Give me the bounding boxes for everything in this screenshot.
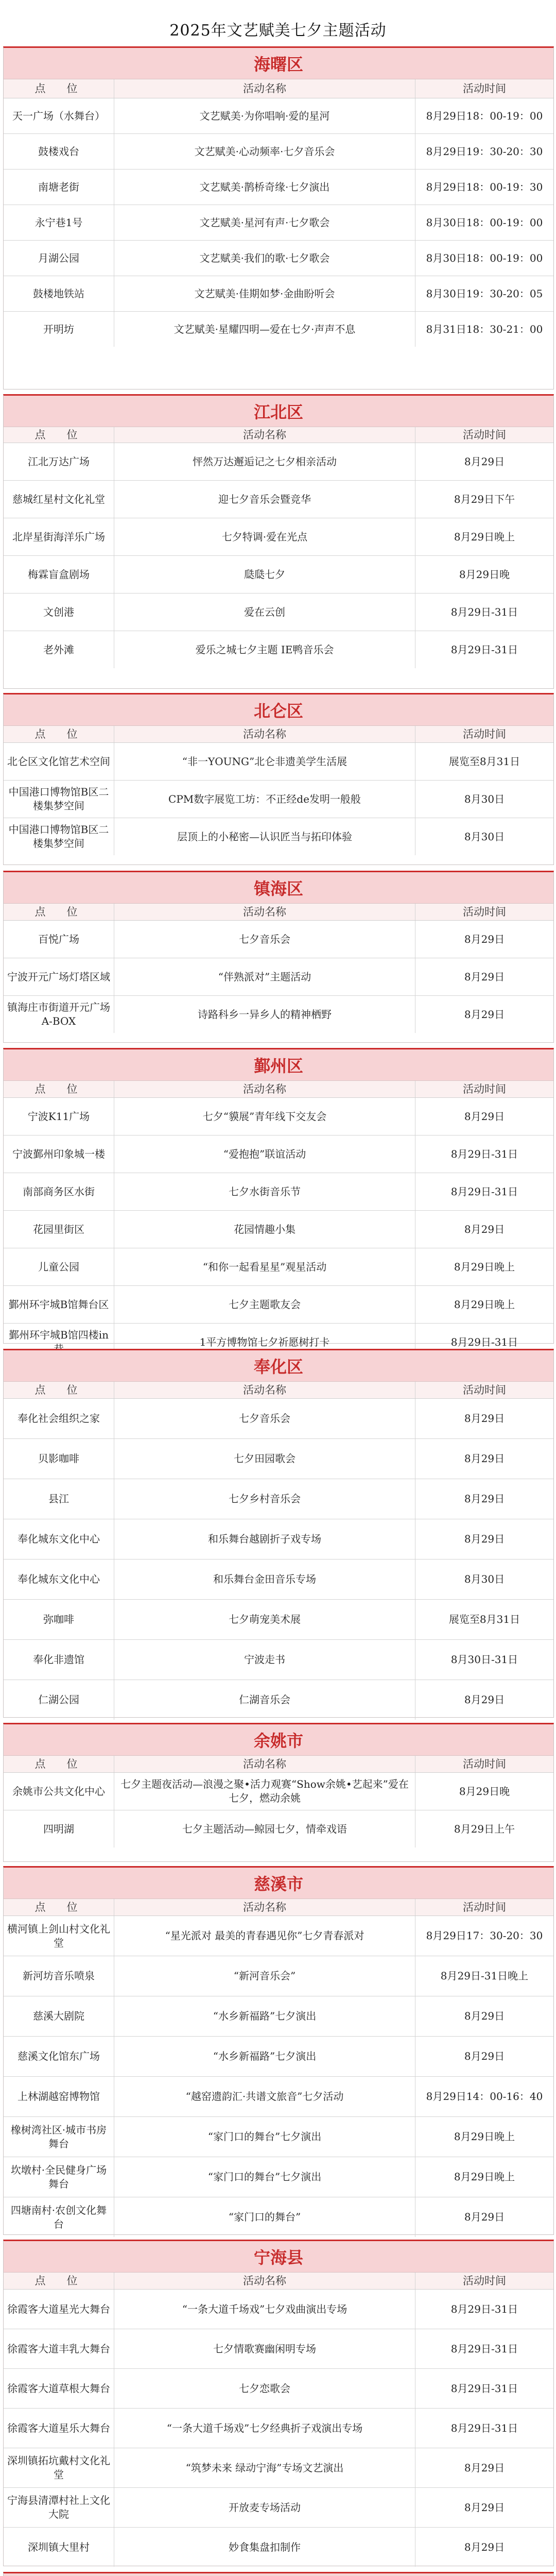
cell-place: 永宁巷1号 (4, 205, 114, 240)
cell-place: 奉化城东文化中心 (4, 1519, 114, 1559)
cell-activity-time: 8月29日晚上 (454, 1298, 515, 1311)
cell-activity-time: 8月30日 (464, 1573, 505, 1585)
table-row (4, 1680, 553, 1720)
cell-activity-time: 8月29日-31日 (450, 1147, 518, 1160)
cell-place: 南塘老街 (4, 170, 114, 205)
cell-place: 老外滩 (4, 631, 114, 668)
cell-activity-time: 8月29日 (464, 1412, 505, 1425)
region-section (3, 693, 554, 865)
table-row (4, 1098, 553, 1136)
column-header-row (4, 1081, 553, 1098)
cell-activity-name: 开放麦专场活动 (114, 2488, 415, 2527)
cell-activity-time: 8月29日 (464, 2211, 505, 2223)
cell-activity-time: 8月30日19：30-20：05 (426, 287, 543, 300)
table-row (4, 2157, 553, 2197)
column-header-place: 点 位 (4, 904, 114, 920)
cell-activity-name: CPM数字展览工坊：不正经de发明一般般 (114, 781, 415, 818)
table-row (4, 170, 553, 205)
column-header-time: 活动时间 (463, 1901, 506, 1913)
table-row (4, 205, 553, 241)
cell-activity-name: “水乡新福路”七夕演出 (114, 2037, 415, 2076)
cell-activity-name: 仁湖音乐会 (114, 1680, 415, 1720)
region-section (3, 2240, 554, 2566)
cell-activity-name: 和乐舞台金田音乐专场 (114, 1560, 415, 1599)
cell-place: 天一广场（水舞台） (4, 98, 114, 133)
cell-activity-name: “和你一起看星星”观星活动 (114, 1248, 415, 1285)
cell-activity-time: 8月29日晚上 (454, 1260, 515, 1273)
cell-place: 四塘南村·农创文化舞台 (4, 2197, 114, 2237)
table-body (4, 743, 553, 855)
table-row (4, 1916, 553, 1956)
cell-activity-name: 七夕田园歌会 (114, 1439, 415, 1479)
table-body (4, 1098, 553, 1361)
table-row (4, 312, 553, 347)
table-row (4, 631, 553, 668)
cell-activity-name: “越窑遗韵汇·共谱文旅音”七夕活动 (114, 2077, 415, 2116)
column-header-place: 点 位 (4, 79, 114, 98)
region-section (3, 2572, 554, 2576)
table-row (4, 241, 553, 276)
table-body (4, 1399, 553, 1720)
cell-place: 深圳镇大里村 (4, 2528, 114, 2567)
column-header-row (4, 1382, 553, 1399)
table-body (4, 2290, 553, 2567)
cell-place: 弥咖啡 (4, 1600, 114, 1639)
region-section (3, 1723, 554, 1862)
column-header-time: 活动时间 (463, 428, 506, 441)
region-section (3, 1349, 554, 1718)
cell-activity-time: 8月29日14：00-16：40 (426, 2090, 543, 2103)
cell-activity-name: 文艺赋美·佳期如梦·金曲盼听会 (114, 276, 415, 311)
table-row (4, 2197, 553, 2237)
cell-activity-time: 8月29日上午 (454, 1822, 515, 1835)
cell-place: 儿童公园 (4, 1248, 114, 1285)
column-header-time: 活动时间 (463, 727, 506, 740)
cell-activity-time: 8月29日 (464, 2461, 505, 2474)
cell-activity-name: 文艺赋美·我们的歌·七夕歌会 (114, 241, 415, 276)
cell-place: 仁湖公园 (4, 1680, 114, 1720)
cell-activity-time: 8月29日-31日 (450, 1185, 518, 1198)
cell-activity-time: 展览至8月31日 (448, 1613, 520, 1625)
cell-activity-time: 8月30日-31日 (450, 1653, 518, 1666)
cell-place: 江北万达广场 (4, 443, 114, 480)
column-header-name: 活动名称 (114, 904, 415, 920)
cell-activity-name: 七夕“貘展”青年线下交友会 (114, 1098, 415, 1135)
column-header-place: 点 位 (4, 1899, 114, 1916)
table-row (4, 2528, 553, 2567)
cell-place: 慈溪文化馆东广场 (4, 2037, 114, 2076)
cell-activity-time: 8月29日-31日 (450, 1335, 518, 1348)
cell-place: 新河坊音乐喷泉 (4, 1956, 114, 1996)
cell-activity-name: 七夕音乐会 (114, 1399, 415, 1438)
cell-activity-name: “家门口的舞台” (114, 2197, 415, 2237)
cell-activity-time: 8月29日 (464, 2501, 505, 2514)
cell-activity-time: 8月29日 (464, 2540, 505, 2553)
cell-activity-time: 8月29日晚上 (454, 2130, 515, 2143)
cell-activity-name: 七夕情歌赛幽闲明专场 (114, 2329, 415, 2368)
cell-activity-name: “伴熟派对”主题活动 (114, 958, 415, 995)
table-row (4, 1248, 553, 1286)
column-header-place: 点 位 (4, 2273, 114, 2289)
cell-activity-time: 8月29日 (464, 2010, 505, 2022)
region-title: 海曙区 (4, 48, 553, 79)
cell-activity-name: “水乡新福路”七夕演出 (114, 1996, 415, 2036)
cell-activity-time: 8月29日晚上 (454, 2171, 515, 2183)
cell-place: 鄞州环宇城B馆舞台区 (4, 1286, 114, 1323)
cell-activity-name: 妙食集盘扣制作 (114, 2528, 415, 2567)
region-title: 镇海区 (4, 872, 553, 904)
column-header-name: 活动名称 (114, 1899, 415, 1916)
page-title: 2025年文艺赋美七夕主题活动 (169, 22, 387, 40)
cell-activity-name: 文艺赋美·心动频率·七夕音乐会 (114, 134, 415, 169)
column-header-place: 点 位 (4, 1382, 114, 1398)
region-title: 慈溪市 (4, 1868, 553, 1899)
cell-activity-time: 8月29日 (464, 1693, 505, 1706)
region-section (3, 46, 554, 389)
column-header-name: 活动名称 (114, 2273, 415, 2289)
column-header-name: 活动名称 (114, 1081, 415, 1097)
column-header-place: 点 位 (4, 1756, 114, 1772)
cell-place: 南部商务区水街 (4, 1173, 114, 1210)
cell-activity-time: 8月29日-31日 (450, 643, 518, 656)
cell-activity-name: “筑梦未来 绿动宁海”专场文艺演出 (114, 2448, 415, 2487)
table-row (4, 781, 553, 818)
cell-place: 中国港口博物馆B区二楼集梦空间 (4, 818, 114, 855)
table-row (4, 2369, 553, 2409)
column-header-row (4, 904, 553, 921)
column-header-row (4, 427, 553, 443)
cell-place: 月湖公园 (4, 241, 114, 276)
column-header-row (4, 79, 553, 98)
region-title: 北仑区 (4, 694, 553, 726)
table-row (4, 2488, 553, 2528)
cell-activity-time: 8月31日18：30-21：00 (426, 323, 543, 335)
table-row (4, 818, 553, 855)
region-section (3, 1866, 554, 2235)
cell-activity-time: 8月29日 (464, 1223, 505, 1235)
cell-place: 文创港 (4, 594, 114, 631)
cell-activity-time: 8月30日 (464, 830, 505, 843)
cell-activity-time: 8月29日 (464, 970, 505, 983)
cell-activity-name: 七夕音乐会 (114, 921, 415, 958)
cell-place: 宁波K11广场 (4, 1098, 114, 1135)
cell-activity-time: 8月29日-31日 (450, 2342, 518, 2355)
cell-activity-name: “家门口的舞台”七夕演出 (114, 2157, 415, 2197)
cell-place: 徐霞客大道丰乳大舞台 (4, 2329, 114, 2368)
table-row (4, 1173, 553, 1211)
cell-activity-name: “星光派对 最美的青春遇见你”七夕青春派对 (114, 1916, 415, 1956)
table-row (4, 1640, 553, 1680)
cell-activity-time: 8月29日 (464, 1110, 505, 1123)
cell-place: 中国港口博物馆B区二楼集梦空间 (4, 781, 114, 818)
cell-place: 鼓楼地铁站 (4, 276, 114, 311)
table-row (4, 1211, 553, 1248)
cell-place: 花园里街区 (4, 1211, 114, 1248)
table-row (4, 1560, 553, 1600)
cell-place: 徐霞客大道星乐大舞台 (4, 2409, 114, 2448)
cell-place: 鄞州环宇城B馆四楼in (4, 1324, 114, 1361)
cell-activity-time: 8月29日17：30-20：30 (426, 1929, 543, 1942)
cell-place: 宁海县清潭村社上文化大院 (4, 2488, 114, 2527)
table-body (4, 921, 553, 1033)
cell-activity-time: 8月30日 (464, 792, 505, 805)
table-row (4, 2077, 553, 2117)
cell-activity-name: 七夕特调·爱在光点 (114, 518, 415, 555)
table-row (4, 2448, 553, 2488)
cell-activity-name: “新河音乐会” (114, 1956, 415, 1996)
cell-activity-time: 8月29日18：00-19：30 (426, 180, 543, 193)
cell-activity-name: “家门口的舞台”七夕演出 (114, 2117, 415, 2157)
table-row (4, 2117, 553, 2157)
cell-place: 横河镇上剑山村文化礼堂 (4, 1916, 114, 1956)
region-section (3, 1048, 554, 1348)
cell-activity-name: 花园情趣小集 (114, 1211, 415, 1248)
table-row (4, 556, 553, 594)
table-row (4, 1479, 553, 1519)
table-row (4, 996, 553, 1033)
table-row (4, 2329, 553, 2369)
table-row (4, 1286, 553, 1324)
cell-activity-name: 爱乐之城七夕主题 IE鸭音乐会 (114, 631, 415, 668)
column-header-row (4, 1899, 553, 1916)
table-row (4, 1439, 553, 1479)
region-section (3, 871, 554, 1043)
table-row (4, 1399, 553, 1439)
table-row (4, 2409, 553, 2448)
cell-activity-time: 8月29日 (464, 2050, 505, 2062)
column-header-time: 活动时间 (463, 2274, 506, 2287)
cell-activity-time: 8月29日 (464, 1493, 505, 1505)
table-body (4, 1916, 553, 2237)
cell-activity-time: 8月29日 (464, 933, 505, 945)
table-body (4, 1773, 553, 1848)
cell-place: 宁波鄞州印象城一楼 (4, 1136, 114, 1173)
cell-place: 慈溪大剧院 (4, 1996, 114, 2036)
table-row (4, 1956, 553, 1996)
column-header-time: 活动时间 (463, 1757, 506, 1770)
column-header-name: 活动名称 (114, 79, 415, 98)
region-section (3, 394, 554, 689)
table-body (4, 98, 553, 347)
cell-place: 鼓楼戏台 (4, 134, 114, 169)
cell-activity-name: “爱抱抱”联谊活动 (114, 1136, 415, 1173)
column-header-place: 点 位 (4, 1081, 114, 1097)
cell-activity-name: 迎七夕音乐会暨竞华 (114, 481, 415, 518)
column-header-row (4, 726, 553, 743)
table-row (4, 1519, 553, 1560)
cell-activity-time: 8月29日下午 (454, 493, 515, 505)
cell-activity-name: 层顶上的小秘密—认识匠当与拓印体验 (114, 818, 415, 855)
column-header-time: 活动时间 (463, 1082, 506, 1095)
cell-place: 深圳镇拓坑戴村文化礼堂 (4, 2448, 114, 2487)
cell-activity-name: 爱在云创 (114, 594, 415, 631)
column-header-time: 活动时间 (463, 1383, 506, 1396)
cell-place: 宁波开元广场灯塔区域 (4, 958, 114, 995)
cell-activity-name: 七夕水街音乐节 (114, 1173, 415, 1210)
cell-place: 余姚市公共文化中心 (4, 1773, 114, 1810)
cell-place: 橡树湾社区·城市书房舞台 (4, 2117, 114, 2157)
cell-activity-time: 8月29日-31日 (450, 2302, 518, 2315)
cell-activity-name: 文艺赋美·鹊桥奇缘·七夕演出 (114, 170, 415, 205)
cell-place: 坎墩村·全民健身广场舞台 (4, 2157, 114, 2197)
cell-activity-name: 诗路科乡一异乡人的精神栖野 (114, 996, 415, 1033)
cell-activity-name: “一条大道千场戏”七夕经典折子戏演出专场 (114, 2409, 415, 2448)
cell-activity-time: 8月29日 (464, 1008, 505, 1021)
cell-activity-name: 1平方博物馆七夕祈愿树打卡 (114, 1324, 415, 1361)
cell-place: 开明坊 (4, 312, 114, 347)
cell-activity-name: 七夕主题活动—鲸园七夕，情牵戏语 (114, 1810, 415, 1848)
cell-activity-time: 8月30日18：00-19：00 (426, 251, 543, 264)
table-row (4, 443, 553, 481)
cell-activity-time: 8月29日晚 (459, 1785, 510, 1798)
cell-place: 贝影咖啡 (4, 1439, 114, 1479)
column-header-time: 活动时间 (463, 82, 506, 95)
region-title: 奉化区 (4, 1350, 553, 1382)
cell-place: 奉化城东文化中心 (4, 1560, 114, 1599)
cell-activity-name: 七夕乡村音乐会 (114, 1479, 415, 1519)
cell-activity-name: 文艺赋美·星河有声·七夕歌会 (114, 205, 415, 240)
table-row (4, 1773, 553, 1810)
cell-activity-name: 宁波走书 (114, 1640, 415, 1680)
table-row (4, 743, 553, 781)
column-header-row (4, 1756, 553, 1773)
cell-place: 北岸星街海洋乐广场 (4, 518, 114, 555)
region-title: 宁海县 (4, 2241, 553, 2273)
table-row (4, 276, 553, 312)
region-title (4, 2573, 553, 2576)
cell-activity-name: 文艺赋美·为你唱响·爱的星河 (114, 98, 415, 133)
cell-activity-time: 8月29日 (464, 455, 505, 468)
cell-activity-name: 七夕主题歌友会 (114, 1286, 415, 1323)
cell-activity-time: 8月29日 (464, 1452, 505, 1465)
cell-activity-name: 瓞瓞七夕 (114, 556, 415, 593)
cell-place: 四明湖 (4, 1810, 114, 1848)
cell-activity-name: 七夕萌宠美术展 (114, 1600, 415, 1639)
column-header-name: 活动名称 (114, 726, 415, 742)
cell-activity-time: 8月29日 (464, 1533, 505, 1545)
table-row (4, 2037, 553, 2077)
cell-place: 百悦广场 (4, 921, 114, 958)
cell-activity-name: “非一YOUNG”北仑非遗美学生活展 (114, 743, 415, 780)
cell-place: 奉化非遗馆 (4, 1640, 114, 1680)
cell-place: 北仑区文化馆艺术空间 (4, 743, 114, 780)
column-header-time: 活动时间 (463, 905, 506, 918)
table-row (4, 594, 553, 631)
column-header-name: 活动名称 (114, 1382, 415, 1398)
table-row (4, 98, 553, 134)
cell-place: 镇海庄市街道开元广场A-BOX (4, 996, 114, 1033)
region-title: 江北区 (4, 396, 553, 427)
cell-activity-name: 七夕主题夜活动—浪漫之聚•活力观赛“Show余姚•艺起来”爱在七夕，燃动余姚 (114, 1773, 415, 1810)
cell-activity-name: 七夕恋歌会 (114, 2369, 415, 2408)
table-row (4, 958, 553, 996)
cell-activity-time: 8月30日18：00-19：00 (426, 216, 543, 229)
cell-activity-name: 怦然万达邂逅记之七夕相亲活动 (114, 443, 415, 480)
cell-place: 上林湖越窑博物馆 (4, 2077, 114, 2116)
cell-activity-name: “一条大道千场戏”七夕戏曲演出专场 (114, 2290, 415, 2329)
table-body (4, 443, 553, 668)
column-header-place: 点 位 (4, 427, 114, 443)
cell-activity-time: 8月29日18：00-19：00 (426, 109, 543, 122)
cell-activity-name: 和乐舞台越剧折子戏专场 (114, 1519, 415, 1559)
column-header-name: 活动名称 (114, 427, 415, 443)
cell-activity-time: 8月29日19：30-20：30 (426, 145, 543, 158)
cell-activity-time: 8月29日晚上 (454, 530, 515, 543)
cell-place: 梅霖盲盒剧场 (4, 556, 114, 593)
cell-place: 奉化社会组织之家 (4, 1399, 114, 1438)
table-row (4, 921, 553, 958)
cell-activity-time: 8月29日-31日 (450, 2382, 518, 2395)
table-row (4, 1136, 553, 1173)
table-row (4, 2290, 553, 2329)
column-header-row (4, 2273, 553, 2290)
cell-activity-time: 8月29日-31日 (450, 2421, 518, 2434)
column-header-place: 点 位 (4, 726, 114, 742)
column-header-name: 活动名称 (114, 1756, 415, 1772)
table-row (4, 1600, 553, 1640)
cell-place: 徐霞客大道草根大舞台 (4, 2369, 114, 2408)
region-title: 鄞州区 (4, 1049, 553, 1081)
cell-place: 徐霞客大道星光大舞台 (4, 2290, 114, 2329)
table-row (4, 1996, 553, 2037)
region-title: 余姚市 (4, 1724, 553, 1756)
cell-activity-time: 展览至8月31日 (448, 755, 520, 768)
cell-place: 县江 (4, 1479, 114, 1519)
table-row (4, 134, 553, 170)
cell-activity-time: 8月29日-31日晚上 (440, 1970, 529, 1982)
cell-activity-time: 8月29日晚 (459, 568, 510, 581)
cell-place: 慈城红星村文化礼堂 (4, 481, 114, 518)
cell-activity-time: 8月29日-31日 (450, 605, 518, 618)
table-row (4, 1810, 553, 1848)
table-row (4, 481, 553, 518)
cell-activity-name: 文艺赋美·星耀四明—爱在七夕·声声不息 (114, 312, 415, 347)
table-row (4, 518, 553, 556)
